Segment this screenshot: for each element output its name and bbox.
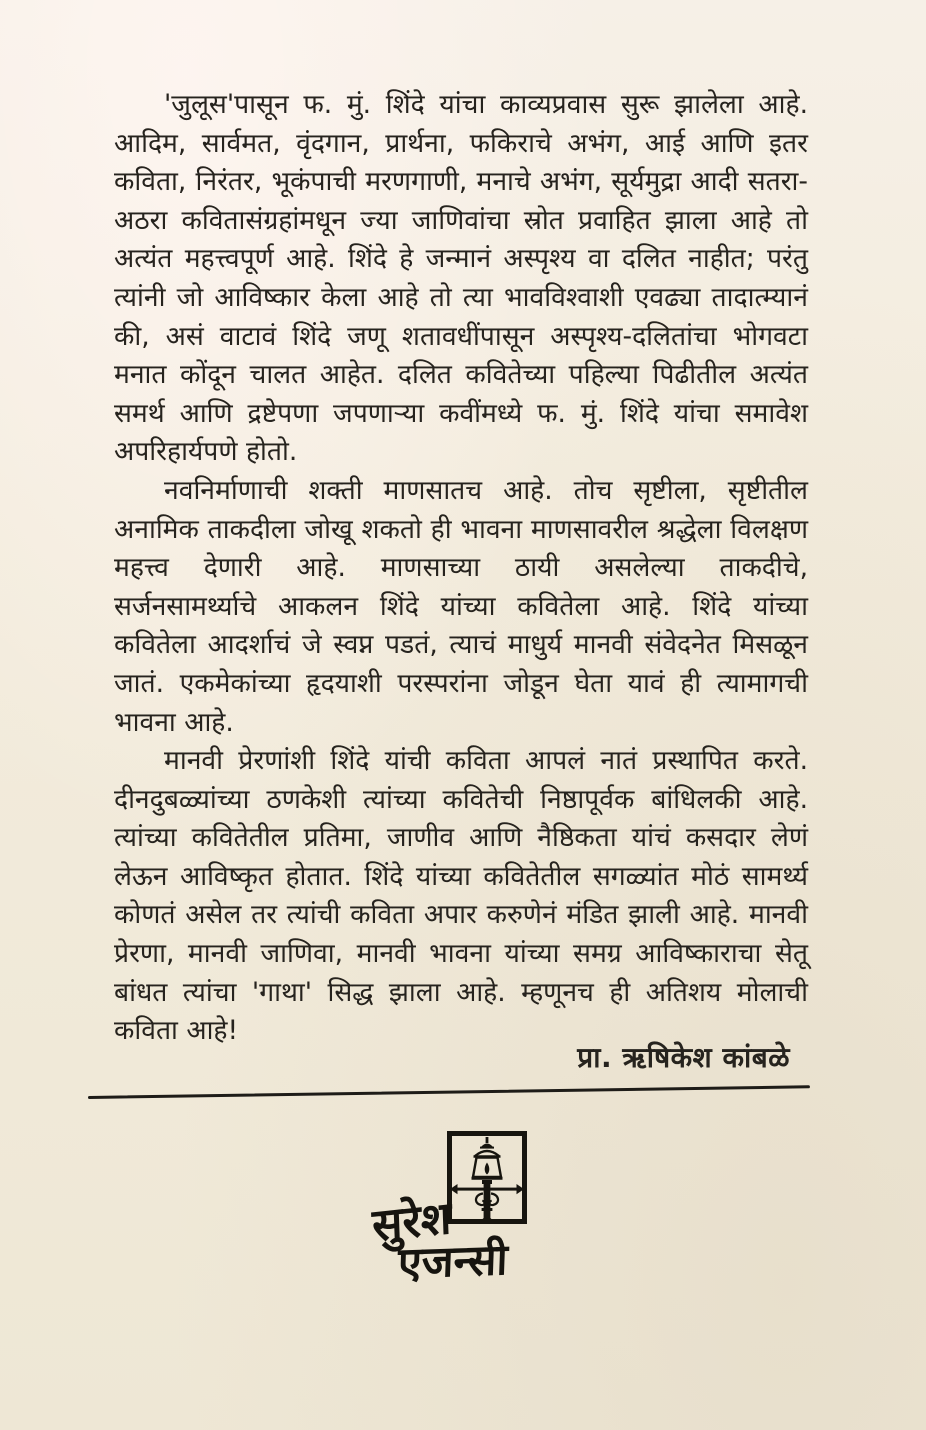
text-line: जातं. एकमेकांच्या हृदयाशी परस्परांना जोडून घेता यावं ही त्यामागची — [114, 667, 808, 699]
publisher-name-line2: एजन्सी — [397, 1235, 509, 1289]
text-block — [114, 86, 808, 1051]
publisher-name-line1: सुरेश — [371, 1190, 453, 1253]
text-line: आदिम, सार्वमत, वृंदगान, प्रार्थना, फकिराचे अभंग, आई आणि इतर — [114, 127, 808, 159]
text-line: बांधत त्यांचा 'गाथा' सिद्ध झाला आहे. म्हणूनच ही अतिशय मोलाची — [114, 976, 808, 1008]
text-line: त्यांनी जो आविष्कार केला आहे तो त्या भावविश्वाशी एवढ्या तादात्म्यानं — [114, 281, 808, 313]
text-line: कविता आहे! — [114, 1015, 239, 1047]
text-line: लेऊन आविष्कृत होतात. शिंदे यांच्या कवितेतील सगळ्यांत मोठं सामर्थ्य — [114, 860, 808, 892]
divider-rule — [88, 1085, 810, 1099]
text-line: अनामिक ताकदीला जोखू शकतो ही भावना माणसावरील श्रद्धेला विलक्षण — [114, 513, 808, 545]
text-line: समर्थ आणि द्रष्टेपणा जपणाऱ्या कवींमध्ये फ. मुं. शिंदे यांचा समावेश — [114, 397, 808, 429]
publisher-logo — [360, 1120, 600, 1310]
text-line: कविता, निरंतर, भूकंपाची मरणगाणी, मनाचे अभंग, सूर्यमुद्रा आदी सतरा- — [114, 166, 808, 198]
text-line: कवितेला आदर्शाचं जे स्वप्न पडतं, त्याचं माधुर्य मानवी संवेदनेत मिसळून — [114, 629, 808, 661]
text-line: महत्त्व देणारी आहे. माणसाच्या ठायी असलेल्या ताकदीचे, — [114, 552, 808, 584]
text-line: सर्जनसामर्थ्याचे आकलन शिंदे यांच्या कवितेला आहे. शिंदे यांच्या — [114, 590, 808, 622]
text-line: अठरा कवितासंग्रहांमधून ज्या जाणिवांचा स्रोत प्रवाहित झाला आहे तो — [114, 204, 808, 236]
paragraph — [114, 472, 808, 742]
text-line: मानवी प्रेरणांशी शिंदे यांची कविता आपलं नातं प्रस्थापित करते. — [164, 745, 808, 777]
paragraph — [114, 742, 808, 1051]
text-line: नवनिर्माणाची शक्ती माणसातच आहे. तोच सृष्टीला, सृष्टीतील — [164, 474, 808, 506]
text-line: दीनदुबळ्यांच्या ठणकेशी त्यांच्या कवितेची निष्ठापूर्वक बांधिलकी आहे. — [114, 783, 808, 815]
attribution: प्रा. ऋषिकेश कांबळे — [577, 1041, 790, 1074]
text-line: की, असं वाटावं शिंदे जणू शतावधींपासून अस्पृश्य-दलितांचा भोगवटा — [114, 320, 808, 352]
street-lamp-icon — [447, 1131, 527, 1224]
text-line: मनात कोंदून चालत आहेत. दलित कवितेच्या पहिल्या पिढीतील अत्यंत — [114, 359, 808, 391]
text-line: प्रेरणा, मानवी जाणिवा, मानवी भावना यांच्या समग्र आविष्काराचा सेतू — [114, 938, 808, 970]
text-line: 'जुलूस'पासून फ. मुं. शिंदे यांचा काव्यप्रवास सुरू झालेला आहे. — [164, 89, 808, 120]
text-line: अपरिहार्यपणे होतो. — [114, 436, 298, 468]
paragraph — [114, 86, 808, 472]
text-line: त्यांच्या कवितेतील प्रतिमा, जाणीव आणि नैष्ठिकता यांचं कसदार लेणं — [114, 822, 808, 854]
text-line: कोणतं असेल तर त्यांची कविता अपार करुणेनं मंडित झाली आहे. मानवी — [114, 899, 808, 931]
text-line: भावना आहे. — [114, 706, 234, 738]
text-line: अत्यंत महत्त्वपूर्ण आहे. शिंदे हे जन्मानं अस्पृश्य वा दलित नाहीत; परंतु — [114, 243, 808, 275]
